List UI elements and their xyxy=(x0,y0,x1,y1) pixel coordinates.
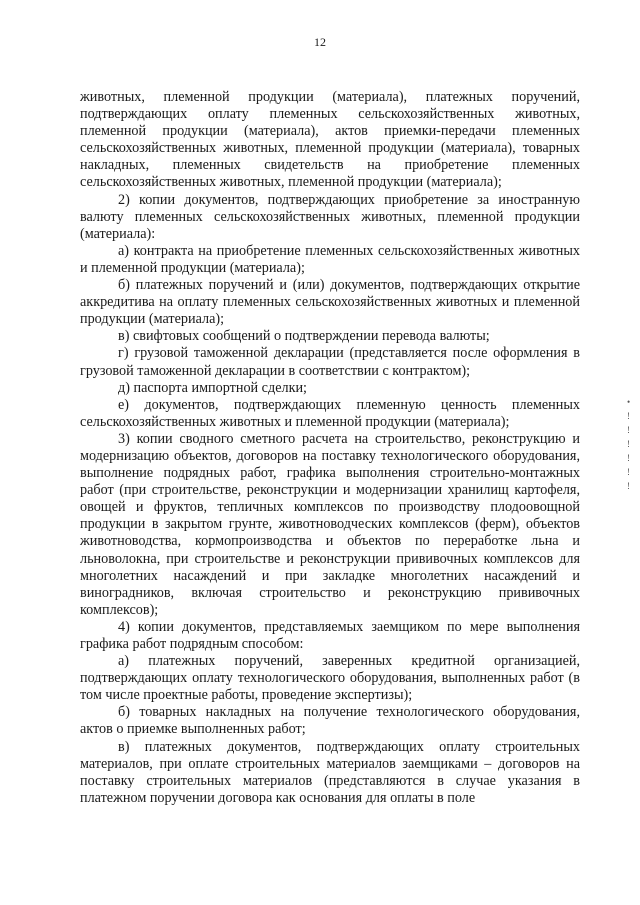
paragraph-item-2g: г) грузовой таможенной декларации (представляется после оформления в грузовой таможенной декларации в соответствии с контрактом); xyxy=(80,345,580,379)
paragraph-item-2b: б) платежных поручений и (или) документов, подтверждающих открытие аккредитива на оплату племенных сельскохозяйственных животных и племенной продукции (материала); xyxy=(80,277,580,328)
paragraph-item-2e: е) документов, подтверждающих племенную ценность племенных сельскохозяйственных животных и племенной продукции (материала); xyxy=(80,396,580,430)
document-body xyxy=(80,89,580,807)
margin-mark: • xyxy=(627,397,631,407)
page-number: 12 xyxy=(314,35,326,49)
paragraph-item-2v: в) свифтовых сообщений о подтверждении перевода валюты; xyxy=(118,328,490,345)
paragraph-item-4a: а) платежных поручений, заверенных кредитной организацией, подтверждающих оплату технологического оборудования, выполненных работ (в том числе проектные работы, проведение экспертизы); xyxy=(80,653,580,704)
margin-mark: ! xyxy=(627,467,630,477)
paragraph-item-4: 4) копии документов, представляемых заемщиком по мере выполнения графика работ подрядным способом: xyxy=(80,618,580,652)
paragraph-item-2: 2) копии документов, подтверждающих приобретение за иностранную валюту племенных сельскохозяйственных животных, племенной продукции (материала): xyxy=(80,191,580,242)
paragraph-livestock-docs: животных, племенной продукции (материала), платежных поручений, подтверждающих оплату племенных сельскохозяйственных животных, племенной продукции (материала), актов приемки-передачи племенных сельскохозяйственных животных, племенной продукции (материала), товарных накладных, племенных свидетельств на приобретение племенных сельскохозяйственных животных, племенной продукции (материала); xyxy=(80,89,580,191)
paragraph-item-2a: а) контракта на приобретение племенных сельскохозяйственных животных и племенной продукции (материала); xyxy=(80,242,580,276)
margin-mark: ! xyxy=(627,411,630,421)
margin-mark: ! xyxy=(627,425,630,435)
paragraph-item-3: 3) копии сводного сметного расчета на строительство, реконструкцию и модернизацию объектов, договоров на поставку технологического оборудования, выполнение подрядных работ, графика выполнения строительно-монтажных работ (при строительстве, реконструкции и модернизации хранилищ картофеля, овощей и фруктов, тепличных комплексов по производству плодоовощной продукции в закрытом грунте, животноводческих комплексов (ферм), объектов животноводства, кормопроизводства и объектов по переработке льна и льноволокна, при строительстве и реконструкции прививочных комплексов для многолетних насаждений и при закладке многолетних насаждений и виноградников, включая строительство и реконструкцию прививочных комплексов); xyxy=(80,430,580,618)
margin-mark: ! xyxy=(627,453,630,463)
paragraph-item-2d: д) паспорта импортной сделки; xyxy=(118,379,307,396)
paragraph-item-4v: в) платежных документов, подтверждающих оплату строительных материалов, при оплате строительных материалов заемщиками – договоров на поставку строительных материалов (представляются в случае указания в платежном поручении договора как основания для оплаты в поле xyxy=(80,738,580,806)
margin-mark: ! xyxy=(627,439,630,449)
margin-scan-marks xyxy=(627,395,635,493)
margin-mark: ! xyxy=(627,481,630,491)
paragraph-item-4b: б) товарных накладных на получение технологического оборудования, актов о приемке выполненных работ; xyxy=(80,704,580,738)
